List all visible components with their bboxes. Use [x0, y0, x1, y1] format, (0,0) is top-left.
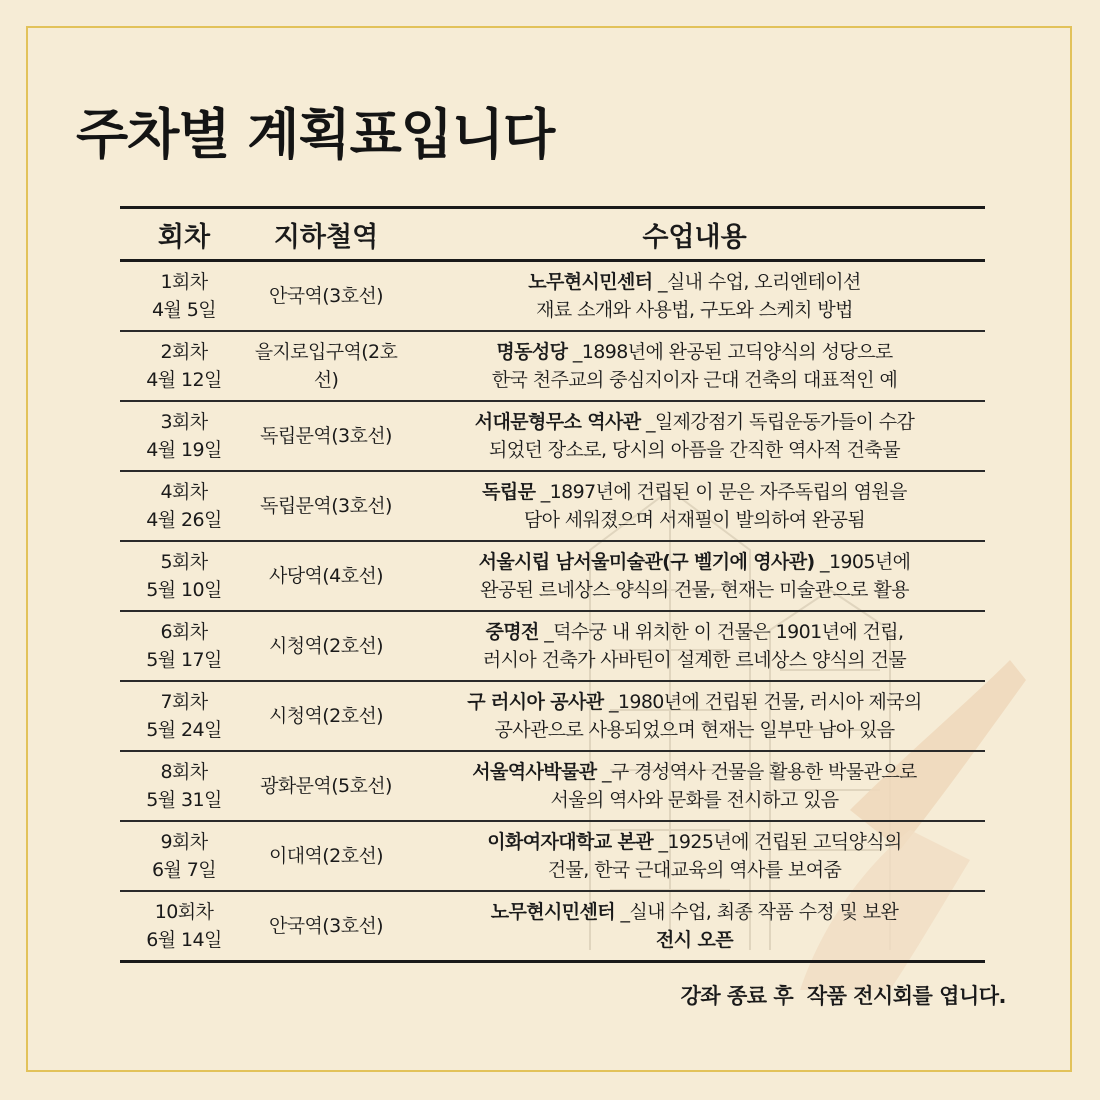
content-line-2: 서울의 역사와 문화를 전시하고 있음	[550, 789, 839, 811]
station-cell: 광화문역(5호선)	[248, 751, 404, 821]
place-name: 독립문	[482, 481, 536, 503]
page-title: 주차별 계획표입니다	[76, 103, 555, 166]
content-line-1	[404, 268, 985, 296]
place-name: 명동성당	[496, 341, 568, 363]
session-date: 4월 26일	[146, 509, 222, 531]
content-line-1	[404, 758, 985, 786]
session-cell	[120, 401, 248, 471]
header-content: 수업내용	[404, 208, 985, 261]
table-row	[120, 401, 985, 471]
content-line-2: 공사관으로 사용되었으며 현재는 일부만 남아 있음	[494, 719, 895, 741]
place-description: _실내 수업, 오리엔테이션	[652, 271, 861, 293]
station-cell: 독립문역(3호선)	[248, 471, 404, 541]
station-cell: 시청역(2호선)	[248, 681, 404, 751]
content-line-1	[404, 408, 985, 436]
place-name: 구 러시아 공사관	[467, 691, 604, 713]
content-line-1	[404, 618, 985, 646]
content-line-1	[404, 478, 985, 506]
session-number: 10회차	[154, 901, 214, 923]
station-cell: 시청역(2호선)	[248, 611, 404, 681]
footer-note: 강좌 종료 후 작품 전시회를 엽니다.	[680, 984, 1006, 1008]
content-line-2: 건물, 한국 근대교육의 역사를 보여줌	[547, 859, 842, 881]
place-description: _1980년에 건립된 건물, 러시아 제국의	[603, 691, 922, 713]
session-cell	[120, 611, 248, 681]
content-line-1	[404, 898, 985, 926]
table-row	[120, 891, 985, 962]
session-date: 4월 12일	[146, 369, 222, 391]
content-cell	[404, 611, 985, 681]
session-cell	[120, 681, 248, 751]
content-cell	[404, 681, 985, 751]
session-number: 1회차	[160, 271, 208, 293]
session-cell	[120, 751, 248, 821]
table-row	[120, 331, 985, 401]
table-row	[120, 681, 985, 751]
content-cell	[404, 471, 985, 541]
content-line-1	[404, 338, 985, 366]
header-station: 지하철역	[248, 208, 404, 261]
place-name: 이화여자대학교 본관	[487, 831, 654, 853]
content-line-2: 담아 세워졌으며 서재필이 발의하여 완공됨	[523, 509, 866, 531]
place-name: 서울시립 남서울미술관(구 벨기에 영사관)	[478, 551, 815, 573]
content-line-1	[404, 548, 985, 576]
session-number: 3회차	[160, 411, 208, 433]
station-cell: 사당역(4호선)	[248, 541, 404, 611]
place-name: 노무현시민센터	[528, 271, 653, 293]
session-cell	[120, 541, 248, 611]
place-description: _구 경성역사 건물을 활용한 박물관으로	[596, 761, 917, 783]
station-cell: 이대역(2호선)	[248, 821, 404, 891]
content-cell	[404, 751, 985, 821]
session-number: 4회차	[160, 481, 208, 503]
session-date: 5월 17일	[146, 649, 222, 671]
header-session: 회차	[120, 208, 248, 261]
schedule-body	[120, 261, 985, 962]
session-date: 5월 10일	[146, 579, 222, 601]
station-cell: 안국역(3호선)	[248, 891, 404, 962]
content-cell	[404, 541, 985, 611]
place-description: _1897년에 건립된 이 문은 자주독립의 염원을	[535, 481, 907, 503]
session-cell	[120, 261, 248, 332]
content-line-2: 완공된 르네상스 양식의 건물, 현재는 미술관으로 활용	[480, 579, 909, 601]
session-number: 8회차	[160, 761, 208, 783]
content-line-2: 러시아 건축가 사바틴이 설계한 르네상스 양식의 건물	[482, 649, 907, 671]
session-number: 5회차	[160, 551, 208, 573]
station-cell: 을지로입구역(2호선)	[248, 331, 404, 401]
content-line-2: 되었던 장소로, 당시의 아픔을 간직한 역사적 건축물	[489, 439, 900, 461]
place-name: 중명전	[485, 621, 539, 643]
content-cell	[404, 401, 985, 471]
content-line-1	[404, 688, 985, 716]
session-cell	[120, 891, 248, 962]
table-header-row	[120, 208, 985, 261]
session-number: 6회차	[160, 621, 208, 643]
station-cell: 독립문역(3호선)	[248, 401, 404, 471]
content-line-2: 전시 오픈	[655, 929, 734, 951]
session-date: 6월 14일	[146, 929, 222, 951]
schedule-table	[120, 206, 985, 963]
table-row	[120, 541, 985, 611]
content-cell	[404, 821, 985, 891]
session-date: 6월 7일	[152, 859, 216, 881]
session-number: 9회차	[160, 831, 208, 853]
place-name: 서울역사박물관	[472, 761, 597, 783]
table-row	[120, 261, 985, 332]
content-line-2: 재료 소개와 사용법, 구도와 스케치 방법	[536, 299, 853, 321]
session-date: 4월 5일	[152, 299, 216, 321]
table-row	[120, 471, 985, 541]
place-name: 노무현시민센터	[490, 901, 616, 923]
content-cell	[404, 891, 985, 962]
session-date: 5월 24일	[146, 719, 222, 741]
place-description: _1905년에	[814, 551, 911, 573]
table-row	[120, 611, 985, 681]
session-cell	[120, 331, 248, 401]
session-date: 4월 19일	[146, 439, 222, 461]
table-row	[120, 751, 985, 821]
content-cell	[404, 261, 985, 332]
session-number: 2회차	[160, 341, 208, 363]
content-line-1	[404, 828, 985, 856]
place-description: _일제강점기 독립운동가들이 수감	[640, 411, 915, 433]
place-description: _1925년에 건립된 고딕양식의	[653, 831, 902, 853]
session-cell	[120, 471, 248, 541]
place-description: _1898년에 완공된 고딕양식의 성당으로	[567, 341, 893, 363]
session-cell	[120, 821, 248, 891]
content-line-2: 한국 천주교의 중심지이자 근대 건축의 대표적인 예	[491, 369, 898, 391]
place-name: 서대문형무소 역사관	[474, 411, 641, 433]
table-row	[120, 821, 985, 891]
session-number: 7회차	[160, 691, 208, 713]
place-description: _덕수궁 내 위치한 이 건물은 1901년에 건립,	[538, 621, 904, 643]
session-date: 5월 31일	[146, 789, 222, 811]
place-description: _실내 수업, 최종 작품 수정 및 보완	[615, 901, 899, 923]
station-cell: 안국역(3호선)	[248, 261, 404, 332]
content-cell	[404, 331, 985, 401]
